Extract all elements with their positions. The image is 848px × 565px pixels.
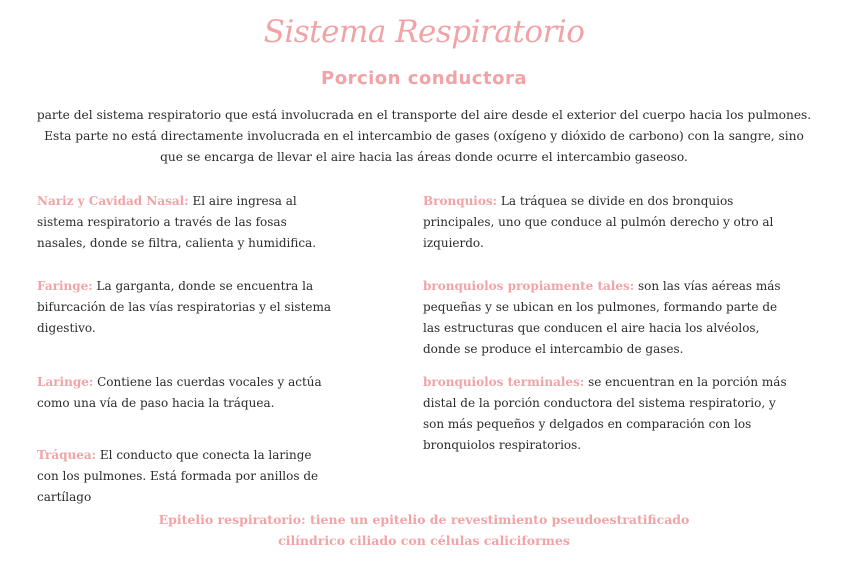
item-faringe — [37, 276, 337, 339]
item-term: Laringe: — [37, 375, 94, 389]
item-laringe — [37, 372, 337, 414]
item-term: Faringe: — [37, 279, 93, 293]
item-text: se encuentran en la porción más distal de la porción conductora del sistema respiratorio, y son más pequeños y delgados en comparación con los bronquiolos respiratorios. — [423, 375, 787, 452]
footer-line-1: Epitelio respiratorio: tiene un epitelio de revestimiento pseudoestratificado — [158, 512, 690, 527]
item-nariz — [37, 191, 337, 254]
item-bronquiolos-propiamente — [423, 276, 793, 360]
item-text: El aire ingresa al sistema respiratorio a través de las fosas nasales, donde se filtra, calienta y humidifica. — [37, 194, 317, 250]
item-term: Tráquea: — [37, 448, 97, 462]
item-text: Contiene las cuerdas vocales y actúa como una vía de paso hacia la tráquea. — [37, 375, 322, 410]
item-bronquios — [423, 191, 783, 254]
footer-note — [0, 509, 848, 551]
page-title: Sistema Respiratorio — [263, 14, 585, 50]
footer-line-2: cilíndrico ciliado con células caliciformes — [278, 533, 570, 548]
page-subtitle: Porcion conductora — [321, 68, 527, 89]
item-text: El conducto que conecta la laringe con los pulmones. Está formada por anillos de cartílago — [37, 448, 319, 504]
item-term: bronquiolos terminales: — [423, 375, 585, 389]
item-bronquiolos-terminales — [423, 372, 793, 456]
item-text: La garganta, donde se encuentra la bifurcación de las vías respiratorias y el sistema digestivo. — [37, 279, 332, 335]
item-term: Bronquios: — [423, 194, 498, 208]
item-text: La tráquea se divide en dos bronquios principales, uno que conduce al pulmón derecho y otro al izquierdo. — [423, 194, 774, 250]
item-text: son las vías aéreas más pequeñas y se ubican en los pulmones, formando parte de las estructuras que conducen el aire hacia los alvéolos, donde se produce el intercambio de gases. — [423, 279, 781, 356]
item-term: bronquiolos propiamente tales: — [423, 279, 635, 293]
intro-paragraph: parte del sistema respiratorio que está involucrada en el transporte del aire desde el exterior del cuerpo hacia los pulmones. Esta parte no está directamente involucrada en el intercambio de gases (oxígeno y dióxido de carbono) con la sangre, sino que se encarga de llevar el aire hacia las áreas donde ocurre el intercambio gaseoso. — [36, 108, 812, 164]
item-traquea — [37, 445, 327, 508]
item-term: Nariz y Cavidad Nasal: — [37, 194, 189, 208]
